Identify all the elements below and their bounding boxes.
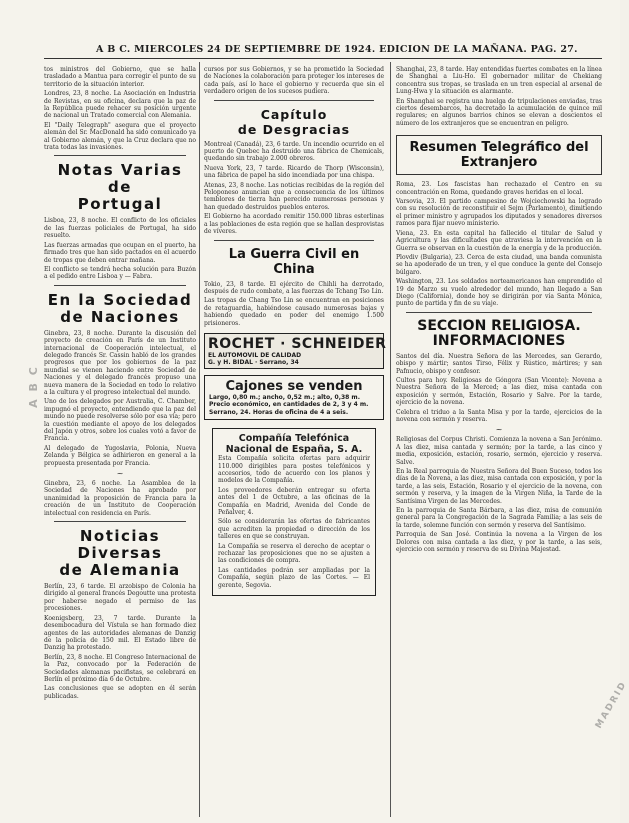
separator (406, 312, 592, 313)
watermark-stamp: A B C (26, 365, 40, 408)
article-paragraph: Londres, 23, 8 noche. La Asociación en Industria de Revistas, en su oficina, declara que la paz de la República puede rehacer su posición urgente de nacional un Tratado comercial con Alemania. (44, 90, 196, 120)
article-paragraph: Varsovia, 23. El partido campesino de Wojciechowski ha logrado con su resolución de reconstituir el Sejm (Parlamento), dimitiendo el primer ministro y agrupados los diputados y senadores diversos ramos para fijar nuevo ministerio. (396, 198, 602, 228)
separator (54, 285, 186, 286)
article-paragraph: Atenas, 23, 8 noche. Las noticias recibidas de la región del Peloponeso anuncian que a consecuencia de los últimos temblores de tierra han perecido numerosas personas y han quedado destruidos pueblos enteros. (204, 181, 384, 211)
separator (54, 155, 186, 156)
column-right (396, 66, 602, 816)
column-divider-2 (390, 62, 391, 817)
article-paragraph: Parroquia de San José. Continúa la novena a la Virgen de los Dolores con misa cantada a las diez, y por la tarde, a las seis, ejercicio con sermón y reserva de su Divina Majestad. (396, 531, 602, 554)
article-paragraph: Religiosas del Corpus Christi. Comienza la novena a San Jerónimo. A las diez, misa cantada y sermón; por la tarde, a las cinco y media, exposición, estación, rosario, sermón, ejercicio y reserva. Salve. (396, 436, 602, 466)
advertisement-rochet-schneider (204, 333, 387, 369)
article-paragraph: Al delegado de Yugoslavia, Polonia, Nueva Zelanda y Bélgica se adhirieron en general a la propuesta presentada por Francia. (44, 444, 196, 467)
article-paragraph: Ginebra, 23, 8 noche. Durante la discusión del proyecto de creación en París de un Instituto internacional de Cooperación intelectual, el delegado francés Sr. Cassin habló de los grandes progresos que por los gobiernos de la paz mundial se vienen haciendo entre Sociedad de Naciones y el delegado francés propuso una nueva manera de la Sociedad en todo lo relativo a la cultura y el progreso intelectual del mundo. (44, 329, 196, 396)
article-paragraph: Sólo se considerarán las ofertas de fabricantes que acrediten la propiedad o dirección de los talleres en que se construyan. (218, 518, 370, 541)
separator (214, 240, 374, 241)
column-divider-1 (199, 62, 200, 817)
article-paragraph: Ginebra, 23, 6 noche. La Asamblea de la Sociedad de Naciones ha aprobado por unanimidad la proposición de Francia para la creación de un Instituto de Cooperación intelectual con residencia en París. (44, 480, 196, 517)
article-paragraph: Plovdiv (Bulgaria), 23. Cerca de esta ciudad, una banda comunista se ha apoderado de un tren, y el que conduce la gente del Consejo búlgaro. (396, 253, 602, 276)
watermark-stamp: MADRID (593, 679, 629, 731)
article-paragraph: Las fuerzas armadas que ocupan en el puerto, ha firmado tres que han sido pactados en el acuerdo de tropas que deben entrar mañana. (44, 241, 196, 264)
page-header: A B C. MIERCOLES 24 DE SEPTIEMBRE DE 1924. EDICION DE LA MAÑANA. PAG. 27. (96, 44, 578, 55)
headline-portugal: Notas Varias de Portugal (57, 161, 183, 214)
ad-tagline: EL AUTOMOVIL DE CALIDAD (208, 351, 302, 359)
article-paragraph: El Gobierno ha acordado remitir 150.000 libras esterlinas a las poblaciones de esta región que se hallan desprovistas de víveres. (204, 213, 385, 236)
article-paragraph: Esta Compañía solicita ofertas para adquirir 110.000 dirigibles para postes telefónicos y accesorios, todo de acuerdo con los planos y modelos de la Compañía. (218, 455, 370, 485)
article-paragraph: Las cantidades podrán ser ampliadas por la Compañía, según plazo de las Cortes. — El gerente, Segovia. (218, 566, 370, 589)
ad-address: G. y H. BIDAL · Serrano, 34 (208, 358, 299, 366)
headline-guerra-china: La Guerra Civil en China (228, 246, 360, 277)
article-paragraph: tos ministros del Gobierno, que se halla trasladado a Mantua para corregir el punto de su territorio de la situación interior. (44, 66, 196, 88)
article-paragraph: Celebra el triduo a la Santa Misa y por la tarde, ejercicios de la novena con sermón y reserva. (396, 408, 602, 423)
article-paragraph: Los proveedores deberán entregar su oferta antes del 1 de Octubre, a las oficinas de la Compañía en Madrid, Avenida del Conde de Peñalver, 4. (218, 486, 370, 516)
article-paragraph: Cultos para hoy. Religiosas de Góngora (San Vicente): Novena a Nuestra Señora de la Merced; a las diez, misa cantada con exposición y sermón, Estación, Rosario y Salve. Por la tarde, ejercicio de la novena. (396, 376, 602, 407)
ad-title: Cajones se venden (225, 378, 363, 394)
article-paragraph: Las tropas de Chang Tso Lin se encuentran en posiciones de retaguardia, habiéndose causado numerosas bajas y habiendo quedado en poder del enemigo 1.500 prisioneros. (204, 297, 384, 327)
article-paragraph: Nueva York, 23, 7 tarde. Ricardo de Thorp (Wisconsin), una fábrica de papel ha sido incendiada por una chispa. (204, 164, 384, 180)
column-left (44, 66, 196, 816)
article-paragraph: En la Real parroquia de Nuestra Señora del Buen Suceso, todos los días de la Novena, a las diez, misa cantada con exposición, y por la tarde, a las seis, Estación, Rosario y el ejercicio de la novena, con sermón y reserva, y la imagen de la Virgen Niña, la Tarde de la Santísima Virgen de las Mercedes. (396, 468, 602, 505)
article-paragraph: Berlín, 23, 6 tarde. El arzobispo de Colonia ha dirigido al general francés Degoutte una protesta por haberse negado el permiso de las procesiones. (44, 583, 196, 613)
headline-desgracias: Capítulo de Desgracias (237, 106, 351, 137)
article-paragraph: Roma, 23. Los fascistas han rechazado el Centro en su concentración en Roma, quedando graves heridas en el local. (396, 181, 602, 196)
ad-title: Compañía Telefónica Nacional de España, S. A. (225, 433, 363, 456)
column-middle (204, 66, 387, 816)
headline-alemania: Noticias Diversas de Alemania (59, 527, 181, 580)
article-paragraph: El "Daily Telegraph" asegura que el proyecto alemán del Sr. MacDonald ha sido comunicado ya al Gobierno alemán, y que la Cruz declara que no trata todas las invasiones. (44, 121, 196, 152)
header-rule (44, 58, 602, 59)
article-paragraph: La Compañía se reserva el derecho de aceptar o rechazar las proposiciones que no se ajusten a las condiciones de compra. (218, 542, 370, 565)
article-paragraph: Koenigsberg, 23, 7 tarde. Durante la desembocadura del Vístula se han formado diez agentes de las autoridades alemanas de Danzig de la policía de 150 mil. El Estado libre de Danzig ha protestado. (44, 614, 196, 652)
article-paragraph: El conflicto se tendrá hecha solución para Buzón a el pedido entre Lisboa y — Fabra. (44, 265, 196, 281)
article-paragraph: En Shanghai se registra una huelga de tripulaciones enviadas, tras ciertos desembarcos, ha decretado la acumulación de quince mil regulares; en algunos barrios chinos se elevan a doscientos el número de los extranjeros que se encuentran en peligro. (396, 97, 602, 127)
ornament: ~ (495, 425, 503, 435)
separator (214, 100, 374, 101)
article-paragraph: Viena, 23. En esta capital ha fallecido el titular de Salud y Agricultura y las dificultades que atraviesa la intervención en la Guerra se observan en la cuestión de la energía y de la producción. (396, 229, 602, 252)
advertisement-telefonica (212, 428, 376, 596)
ad-body: Largo, 0,80 m.; ancho, 0,52 m.; alto, 0,38 m. Precio económico, en cantidades de 2, 3 y 4 m. Serrano, 24. Horas de oficina de 4 a seis. (209, 393, 369, 416)
ad-brand: ROCHET · SCHNEIDER (208, 335, 387, 352)
separator (54, 521, 186, 522)
headline-resumen: Resumen Telegráfico del Extranjero (409, 140, 589, 171)
article-paragraph: Santos del día. Nuestra Señora de las Mercedes, san Gerardo, obispo y mártir; santos Tirso, Félix y Rústico, mártires; y san Pafnucio, obispo y confesor. (396, 352, 602, 375)
article-paragraph: En la parroquia de Santa Bárbara, a las diez, misa de comunión general para la Congregación de la Sagrada Familia; a las seis de la tarde, solemne función con sermón y reserva del Santísimo. (396, 507, 602, 529)
article-paragraph: Montreal (Canadá), 23, 6 tarde. Un incendio ocurrido en el puerto de Quebec ha destruido una fábrica de Chemicals, quedando sin trabajo 2.000 obreros. (204, 140, 384, 163)
headline-box-resumen (396, 135, 602, 175)
article-paragraph: Tokio, 23, 8 tarde. El ejército de Chihli ha derrotado, después de rudo combate, a las fuerzas de Tchang Tso Lin. (204, 280, 384, 295)
ornament: ~ (116, 469, 124, 479)
article-paragraph: Berlín, 23, 8 noche. El Congreso Internacional de la Paz, convocado por la Federación de Sociedades alemanas pacifistas, se celebrará en Berlín el próximo día 6 de Octubre. (44, 653, 196, 683)
advertisement-cajones (204, 375, 384, 420)
article-paragraph: Las conclusiones que se adopten en él serán publicadas. (44, 685, 196, 700)
article-paragraph: Washington, 23. Los soldados norteamericanos han emprendido el 19 de Marzo su vuelo alrededor del mundo, han llegado a San Diego (California), donde hoy se dirigirán por vía Santa Mónica, punto de partida y fin de su viaje. (396, 278, 602, 308)
article-paragraph: Lisboa, 23, 8 noche. El conflicto de los oficiales de las fuerzas policiales de Portugal, ha sido resuelto. (44, 217, 196, 240)
article-paragraph: Uno de los delegados por Australia, C. Chamber, impugnó el proyecto, entendiendo que la paz del mundo no puede resolverse sólo por esa vía; pero la cuestión mediante el apoyo de los delegados del Japón y otros, sobre los cuales votó a favor de Francia. (44, 398, 196, 443)
headline-sociedad-naciones: En la Sociedad de Naciones (47, 290, 193, 326)
headline-seccion-religiosa: SECCION RELIGIOSA. INFORMACIONES (417, 317, 581, 349)
article-paragraph: cursos por sus Gobiernos, y se ha prometido la Sociedad de Naciones la colaboración para proteger los intereses de cada país, así lo hace el gobierno y recuerda que sin el verdadero origen de los sucesos pudiera. (204, 66, 384, 96)
article-paragraph: Shanghai, 23, 8 tarde. Hay entendidas fuertes combates en la línea de Shanghai a Liu-Ho. El gobernador militar de Chekiang concentra sus tropas, se traslada en un tren especial al arsenal de Lung-Hwa y la situación es alarmante. (396, 66, 602, 96)
